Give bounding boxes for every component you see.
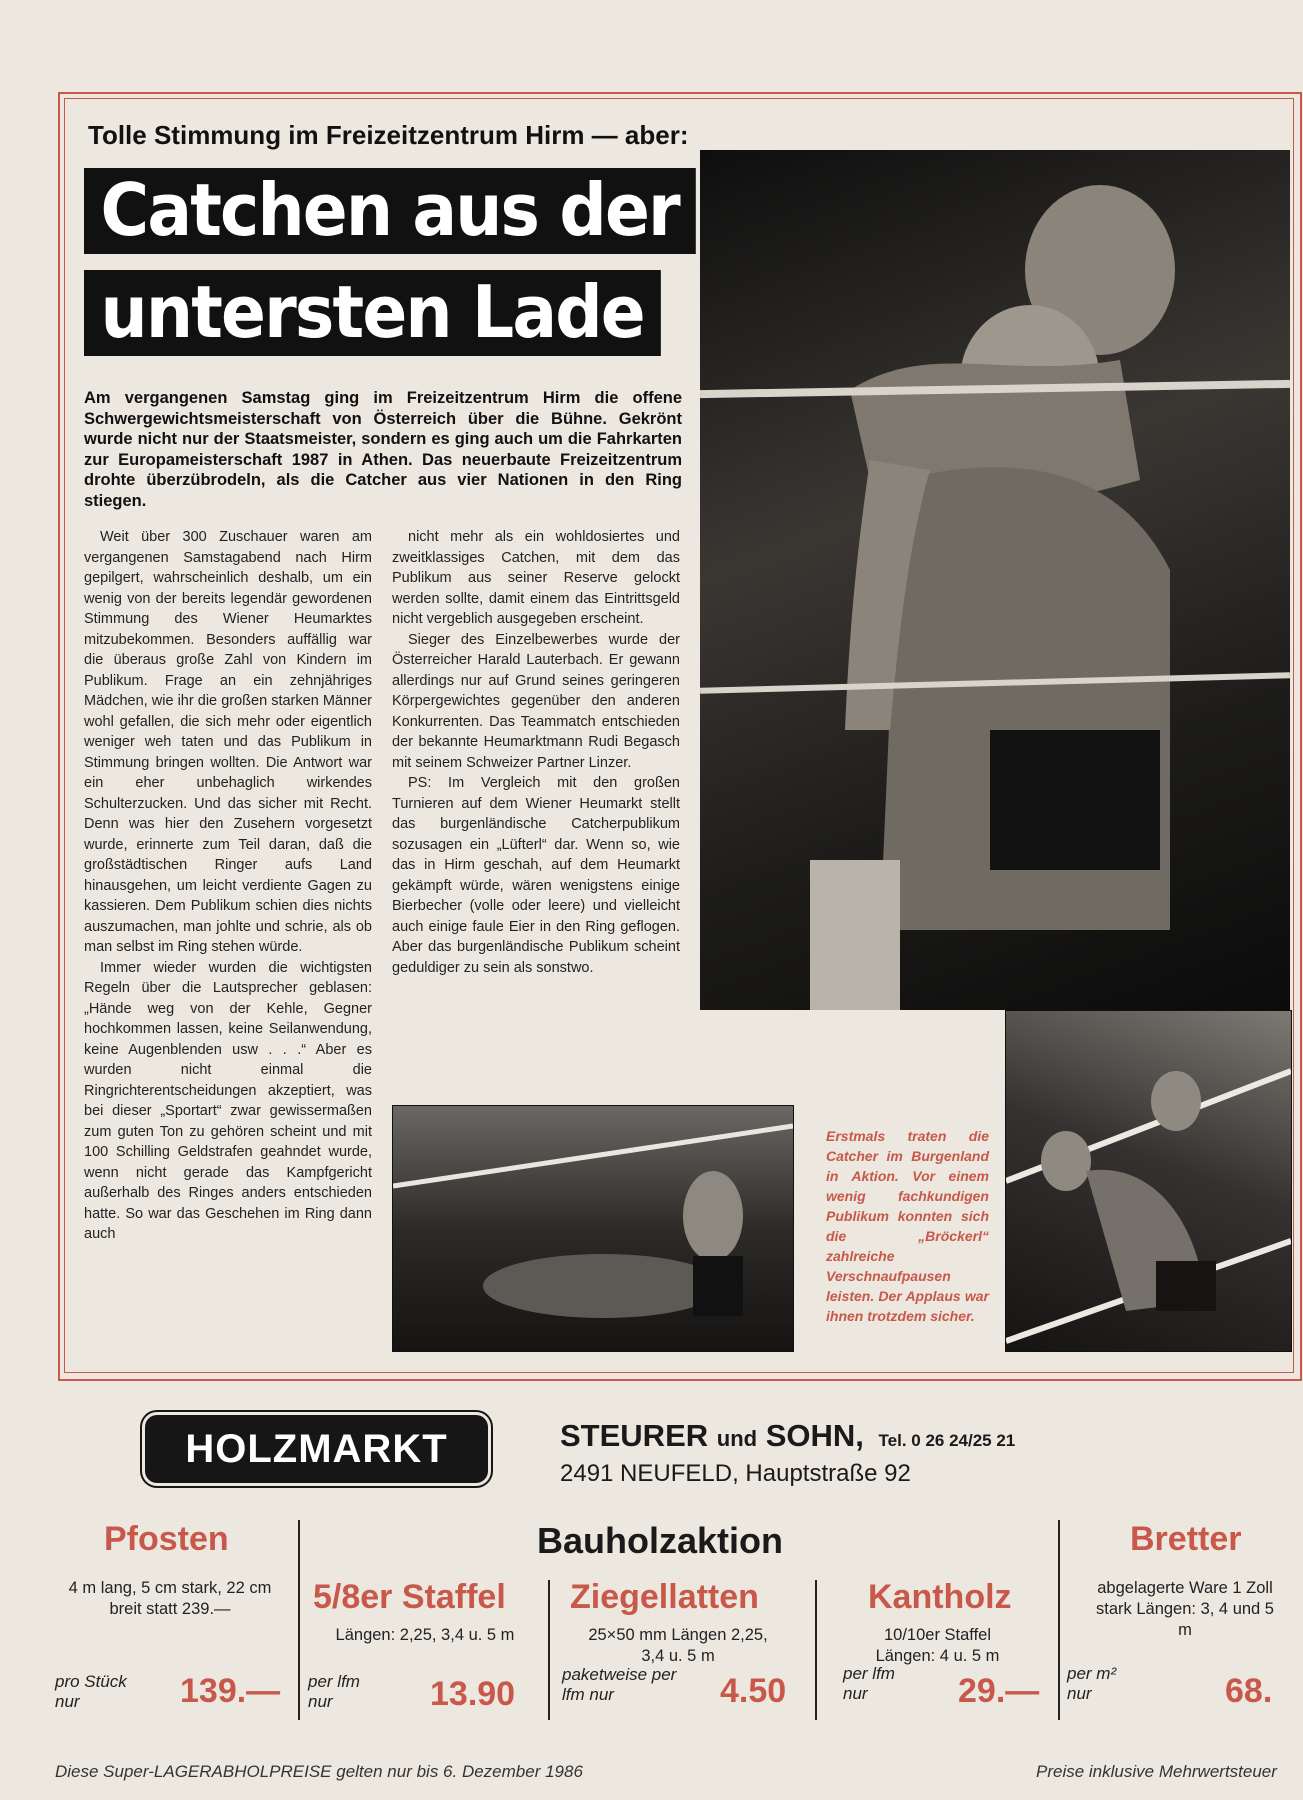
column-2-paragraph-2: Sieger des Einzelbewerbes wurde der Österreicher Harald Lauterbach. Er gewann allerdings nur auf Grund seines geringeren Körpergewichtes gegenüber den anderen Konkurrenten. Das Teammatch entschieden der bekannte Heumarktmann Rudi Begasch mit seinem Schweizer Partner Linzer. <box>392 631 680 771</box>
photo-wrestlers-floor <box>392 1105 794 1352</box>
product-desc-bretter: abgelagerte Ware 1 Zoll stark Längen: 3, 4 und 5 m <box>1096 1579 1274 1639</box>
product-name-pfosten: Pfosten <box>104 1520 229 1558</box>
photo-wrestlers-main <box>700 150 1290 1010</box>
column-1-paragraph-1: Weit über 300 Zuschauer waren am vergangenen Samstagabend nach Hirm gepilgert, wahrscheinlich deshalb, um ein wenig von der bereits legendär gewordenen Stimmung des Wiener Heumarktes mitzubekommen. Besonders auffällig war die überaus große Zahl von Kindern im Publikum. Frage an ein zehnjähriges Mädchen, wie ihr die großen starken Männer wohl gefallen, die sich mehr oder eigentlich weniger weh taten und das Publikum in Stimmung bringen wollten. Die Antwort war ein eher unbehaglich wirkendes Schulterzucken. Und das sicher mit Recht. Denn was hier den Zusehern vorgesetzt wurde, erinnerte zum Teil daran, daß die großstädtischen Ringer aufs Land hinausgehen, um leicht verdiente Gagen zu kassieren. Dem Publikum schien dies nichts auszumachen, man johlte und schrie, als ob man selbst im Ring stehen würde. <box>84 529 372 955</box>
ad-center-title: Bauholzaktion <box>537 1520 784 1561</box>
ad-footer-validity: Diese Super-LAGERABHOLPREISE gelten nur bis 6. Dezember 1986 <box>55 1762 583 1781</box>
product-unit-staffel: per lfm nur <box>308 1672 360 1711</box>
product-unit-pfosten: pro Stück nur <box>55 1672 127 1711</box>
product-name-bretter: Bretter <box>1130 1520 1242 1558</box>
ad-divider-2 <box>548 1580 550 1720</box>
product-desc-kantholz: 10/10er Staffel Längen: 4 u. 5 m <box>875 1626 1000 1665</box>
product-unit-ziegellatten: paketweise per lfm nur <box>562 1665 677 1704</box>
article-column-2 <box>392 527 680 1087</box>
product-desc-pfosten: 4 m lang, 5 cm stark, 22 cm breit statt 239.— <box>68 1579 272 1618</box>
product-name-kantholz: Kantholz <box>868 1578 1012 1616</box>
photo-wrestlers-ropes <box>1005 1010 1292 1352</box>
photo-main-drawing <box>700 150 1290 1010</box>
company-address: 2491 NEUFELD, Hauptstraße 92 <box>560 1460 911 1487</box>
ad-divider-4 <box>1058 1520 1060 1720</box>
ad-divider-3 <box>815 1580 817 1720</box>
product-name-staffel: 5/8er Staffel <box>313 1578 506 1616</box>
product-price-kantholz: 29.— <box>958 1672 1040 1710</box>
product-desc-ziegellatten: 25×50 mm Längen 2,25, 3,4 u. 5 m <box>588 1626 768 1665</box>
photo-right-drawing <box>1006 1011 1291 1351</box>
company-name-b: SOHN, <box>765 1418 864 1453</box>
column-2-paragraph-1: nicht mehr als ein wohldosiertes und zweitklassiges Catchen, mit dem das Publikum aus seiner Reserve gelockt werden sollte, damit einem das Eintrittsgeld nicht vergeblich ausgegeben erscheint. <box>392 529 680 627</box>
ad-footer-vat: Preise inklusive Mehrwertsteuer <box>1036 1762 1277 1781</box>
photo-caption: Erstmals traten die Catcher im Burgenland in Aktion. Vor einem wenig fachkundigen Publikum konnten sich die „Bröckerl“ zahlreiche Verschnaufpausen leisten. Der Applaus war ihnen trotzdem sicher. <box>826 1128 989 1324</box>
column-1-paragraph-2: Immer wieder wurden die wichtigsten Regeln über die Lautsprecher geblasen: „Hände weg von der Kehle, Gegner hochkommen lassen, keine Seilanwendung, keine Augenblenden usw . . .“ Aber es wurden nicht einmal die Ringrichterentscheidungen akzeptiert, was bei dieser „Sportart“ zwar gewissermaßen zum guten Ton zu gehören scheint und mit 100 Schilling Geldstrafen geahndet wurde, wenn nicht gerade das Kampfgericht außerhalb des Ringes anders entschieden hatte. So war das Geschehen im Ring dann auch <box>84 959 372 1242</box>
company-name-und: und <box>716 1426 758 1451</box>
column-2-paragraph-3: PS: Im Vergleich mit den großen Turnieren auf dem Wiener Heumarkt stellt das burgenländische Catcherpublikum sozusagen ein „Lüfterl“ dar. Wenn so, wie das in Hirm geschah, auf dem Heumarkt gekämpft würde, wären wenigstens einige Bierbecher (volle oder leere) und vielleicht auch einige faule Eier in den Ring geflogen. Aber das burgenländische Publikum scheint geduldiger zu sein als sonstwo. <box>392 775 680 976</box>
article-kicker: Tolle Stimmung im Freizeitzentrum Hirm — aber: <box>88 120 689 150</box>
company-telephone: Tel. 0 26 24/25 21 <box>878 1431 1016 1450</box>
article-column-1 <box>84 527 372 1357</box>
holzmarkt-logo: HOLZMARKT <box>145 1415 488 1483</box>
product-unit-kantholz: per lfm nur <box>843 1664 895 1703</box>
photo-mid-drawing <box>393 1106 793 1351</box>
product-price-bretter: 68. <box>1225 1672 1273 1710</box>
product-desc-staffel: Längen: 2,25, 3,4 u. 5 m <box>335 1626 515 1644</box>
headline-line-1: Catchen aus der <box>84 168 695 254</box>
product-name-ziegellatten: Ziegellatten <box>570 1578 759 1616</box>
product-price-pfosten: 139.— <box>180 1672 281 1710</box>
ad-divider-1 <box>298 1520 300 1720</box>
product-price-staffel: 13.90 <box>430 1675 516 1713</box>
article-lead: Am vergangenen Samstag ging im Freizeitzentrum Hirm die offene Schwergewichtsmeisterschaft von Österreich über die Bühne. Gekrönt wurde nicht nur der Staatsmeister, sondern es ging auch um die Fahrkarten zur Europameisterschaft 1987 in Athen. Das neuerbaute Freizeitzentrum drohte überzübrodeln, als die Catcher aus vier Nationen in den Ring stiegen. <box>84 389 682 510</box>
company-name-a: STEURER <box>560 1418 709 1453</box>
company-name <box>560 1418 1015 1454</box>
product-unit-bretter: per m² nur <box>1067 1664 1117 1703</box>
headline-line-2: untersten Lade <box>84 270 660 356</box>
product-price-ziegellatten: 4.50 <box>720 1672 787 1710</box>
